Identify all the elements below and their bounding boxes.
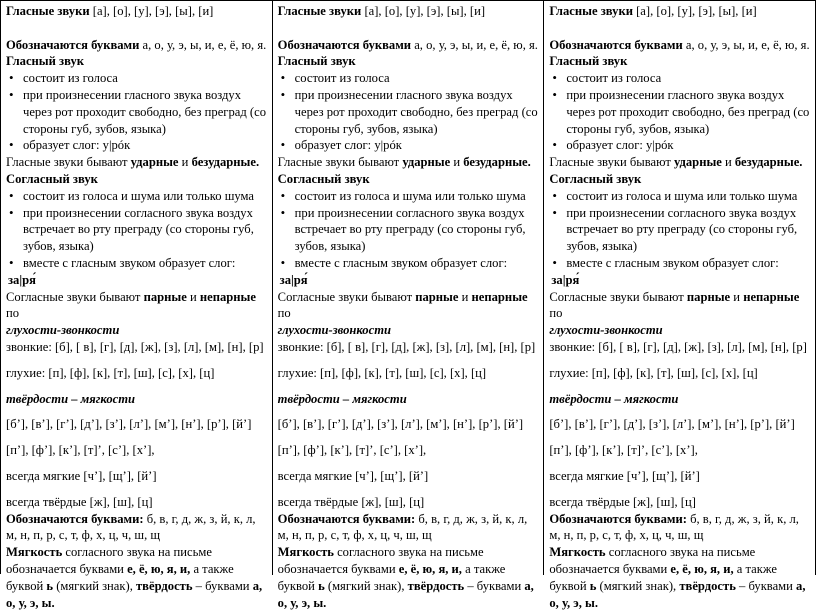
syllable-example [278,272,540,289]
vowels-letters-line [278,37,540,54]
softness-letters: е, ё, ю, я, и, [127,561,191,576]
vowel-types-and: и [450,155,464,170]
consonant-bullet-list [6,188,268,272]
hardness-text: – буквами [735,578,797,593]
list-item: • состоит из голоса [549,70,811,87]
consonant-heading-text: Согласный звук [6,171,98,186]
softness-letters: е, ё, ю, я, и, [670,561,734,576]
spacer [278,433,540,442]
vowel-heading-text: Гласный звук [277,54,356,69]
consonant-heading [549,171,811,188]
spacer [278,20,540,37]
voicing-heading-text: глухости-звонкости [6,323,120,338]
list-item: • при произнесении гласного звука воздух через рот проходит свободно, без преград (со стороны губ, зубов, языка) [6,87,268,137]
memo-column-2 [273,1,545,610]
spacer [549,20,811,37]
soft-paired-1: [б’], [в’], [г’], [д’], [з’], [л’], [м’], [н’], [р’], [й’] [6,417,252,432]
list-item: • состоит из голоса [6,70,268,87]
vowel-types-stressed: ударные [402,155,451,170]
softness-label: Мягкость [277,545,334,560]
spacer [6,20,268,37]
vowels-letters: а, о, у, э, ы, и, е, ё, ю, я. [139,37,267,52]
hardness-letters: а, о, у, э, ы. [6,578,263,610]
hardness-label: твёрдость [679,578,736,593]
consonant-types-pre: Согласные звуки бывают [549,289,687,304]
voicing-heading-text: глухости-звонкости [277,323,391,338]
vowels-sounds: [а], [о], [у], [э], [ы], [и] [632,4,757,18]
soft-sign: ь [46,578,54,593]
vowels-title-line [278,3,540,20]
voiced-consonants: звонкие: [б], [ в], [г], [д], [ж], [з], [л], [м], [н], [р] [549,339,807,354]
vowels-letters-line [6,37,268,54]
soft-paired-1: [б’], [в’], [г’], [д’], [з’], [л’], [м’], [н’], [р’], [й’] [549,417,795,432]
vowels-title: Гласные звуки [277,4,362,18]
softness-text: согласного звука на письме обозначается буквами [277,545,484,576]
vowels-letters-label: Обозначаются буквами [277,37,412,52]
consonant-types-pre: Согласные звуки бывают [277,289,416,304]
vowel-types-unstressed: безударные. [191,155,260,170]
list-item: • при произнесении согласного звука воздух встречает во рту преграду (со стороны губ, зубов, языка) [278,205,540,255]
vowel-types-stressed: ударные [130,155,179,170]
softness-text-2: а также буквой [6,561,234,593]
consonant-letters: б, в, г, д, ж, з, й, к, л, м, н, п, р, с, т, ф, х, ц, ч, ш, щ [277,511,528,543]
soft-paired-1: [б’], [в’], [г’], [д’], [з’], [л’], [м’], [н’], [р’], [й’] [277,417,524,432]
vowels-letters-label: Обозначаются буквами [549,37,683,52]
softness-label: Мягкость [6,545,63,560]
spacer [6,485,268,494]
spacer [278,459,540,468]
list-item: • состоит из голоса и шума или только шума [6,188,268,205]
consonant-types-post: по [6,306,20,321]
always-soft: всегда мягкие [ч’], [щ’], [й’] [6,468,157,483]
consonant-letters-label: Обозначаются буквами: [6,511,144,526]
vowel-heading-text: Гласный звук [549,54,628,69]
vowels-sounds: [а], [о], [у], [э], [ы], [и] [89,4,214,18]
consonant-types-post: по [277,306,291,321]
softness-text: согласного звука на письме обозначается буквами [549,545,756,576]
voicing-heading [549,322,811,339]
consonant-types-unpaired: непарные [471,289,528,304]
soft-paired-2: [п’], [ф’], [к’], [т]’, [с’], [х’], [277,443,427,458]
always-soft: всегда мягкие [ч’], [щ’], [й’] [549,468,700,483]
hardness-heading [6,391,268,408]
memo-column-1 [1,1,273,610]
list-item: • образует слог: у|рóк [549,137,811,154]
vowel-types-stressed: ударные [674,155,722,170]
consonant-types-post: по [549,306,563,321]
list-item: • вместе с гласным звуком образует слог: [278,255,540,272]
consonant-letters-label: Обозначаются буквами: [277,511,416,526]
soft-sign-text: (мягкий знак), [596,578,680,593]
spacer [6,382,268,391]
consonant-heading-text: Согласный звук [549,171,642,186]
consonant-types-and: и [186,289,200,304]
spacer [278,407,540,416]
list-item: • образует слог: у|рóк [278,137,540,154]
spacer [278,485,540,494]
list-item: • при произнесении гласного звука воздух через рот проходит свободно, без преград (со стороны губ, зубов, языка) [549,87,811,137]
vowel-heading-text: Гласный звук [6,54,85,69]
voiced-consonants: звонкие: [б], [ в], [г], [д], [ж], [з], [л], [м], [н], [р] [277,339,536,354]
vowel-types-line [6,154,268,171]
hardness-heading-text: твёрдости – мягкости [549,391,679,406]
syllable-example [6,272,268,289]
soft-paired-2: [п’], [ф’], [к’], [т]’, [с’], [х’], [6,443,155,458]
spacer [6,407,268,416]
hardness-heading-text: твёрдости – мягкости [6,391,136,406]
vowel-types-pre: Гласные звуки бывают [6,155,131,170]
list-item: • состоит из голоса и шума или только шума [549,188,811,205]
soft-sign-text: (мягкий знак), [53,578,136,593]
consonant-heading [278,171,540,188]
softness-letters: е, ё, ю, я, и, [398,561,462,576]
syllable-example-text: за|ря́ [551,272,580,287]
always-hard: всегда твёрдые [ж], [ш], [ц] [549,494,696,509]
soft-paired-2: [п’], [ф’], [к’], [т]’, [с’], [х’], [549,443,698,458]
vowel-bullet-list [6,70,268,154]
consonant-types-line [278,289,540,323]
vowel-heading [549,53,811,70]
vowel-bullet-list [549,70,811,154]
vowels-title-line [6,3,268,20]
consonant-types-and: и [458,289,472,304]
voicing-heading-text: глухости-звонкости [549,323,663,338]
consonant-letters-line [6,511,268,545]
softness-paragraph [6,544,268,611]
softness-text: согласного звука на письме обозначается буквами [6,545,212,576]
vowel-types-pre: Гласные звуки бывают [277,155,403,170]
vowel-types-unstressed: безударные. [463,155,531,170]
hardness-label: твёрдость [407,578,465,593]
vowels-letters: а, о, у, э, ы, и, е, ё, ю, я. [682,37,810,52]
consonant-types-unpaired: непарные [743,289,800,304]
list-item: • образует слог: у|рóк [6,137,268,154]
syllable-example [549,272,811,289]
memo-column-3 [544,1,816,610]
vowel-heading [6,53,268,70]
hardness-heading-text: твёрдости – мягкости [277,391,407,406]
syllable-example-text: за|ря́ [279,272,308,287]
vowel-types-line [278,154,540,171]
softness-paragraph [549,544,811,611]
consonant-types-paired: парные [143,289,187,304]
hardness-letters: а, о, у, э, ы. [549,578,806,610]
hardness-heading [549,391,811,408]
consonant-bullet-list [278,188,540,272]
consonant-types-unpaired: непарные [199,289,256,304]
vowel-types-and: и [721,155,735,170]
list-item: • состоит из голоса и шума или только шума [278,188,540,205]
spacer [549,485,811,494]
voicing-heading [6,322,268,339]
consonant-bullet-list [549,188,811,272]
vowels-title-line [549,3,811,20]
spacer [278,382,540,391]
list-item: • вместе с гласным звуком образует слог: [6,255,268,272]
consonant-letters-line [549,511,811,545]
hardness-label: твёрдость [136,578,193,593]
spacer [6,459,268,468]
consonant-letters-line [278,511,540,545]
hardness-text: – буквами [464,578,525,593]
list-item: • при произнесении гласного звука воздух через рот проходит свободно, без преград (со стороны губ, зубов, языка) [278,87,540,137]
softness-paragraph [278,544,540,611]
voiceless-consonants: глухие: [п], [ф], [к], [т], [ш], [с], [х], [ц] [549,365,758,380]
vowel-types-unstressed: безударные. [734,155,803,170]
spacer [6,356,268,365]
vowels-sounds: [а], [о], [у], [э], [ы], [и] [361,4,486,18]
consonant-types-line [6,289,268,323]
list-item: • при произнесении согласного звука воздух встречает во рту преграду (со стороны губ, зубов, языка) [6,205,268,255]
always-hard: всегда твёрдые [ж], [ш], [ц] [6,494,153,509]
spacer [549,356,811,365]
vowels-letters: а, о, у, э, ы, и, е, ё, ю, я. [411,37,538,52]
voiceless-consonants: глухие: [п], [ф], [к], [т], [ш], [с], [х], [ц] [277,365,487,380]
voiceless-consonants: глухие: [п], [ф], [к], [т], [ш], [с], [х], [ц] [6,365,215,380]
vowel-bullet-list [278,70,540,154]
vowel-types-line [549,154,811,171]
vowel-types-and: и [178,155,192,170]
soft-sign-text: (мягкий знак), [324,578,408,593]
always-hard: всегда твёрдые [ж], [ш], [ц] [277,494,425,509]
consonant-heading-text: Согласный звук [277,171,370,186]
list-item: • вместе с гласным звуком образует слог: [549,255,811,272]
spacer [6,433,268,442]
spacer [549,433,811,442]
soft-sign: ь [589,578,597,593]
softness-label: Мягкость [549,545,606,560]
spacer [549,459,811,468]
always-soft: всегда мягкие [ч’], [щ’], [й’] [277,468,429,483]
hardness-letters: а, о, у, э, ы. [277,578,534,610]
consonant-letters: б, в, г, д, ж, з, й, к, л, м, н, п, р, с, т, ф, х, ц, ч, ш, щ [549,511,799,543]
hardness-text: – буквами [192,578,253,593]
consonant-types-line [549,289,811,323]
vowels-letters-line [549,37,811,54]
spacer [549,407,811,416]
voicing-heading [278,322,540,339]
softness-text-2: а также буквой [277,561,506,593]
consonant-types-pre: Согласные звуки бывают [6,289,144,304]
voiced-consonants: звонкие: [б], [ в], [г], [д], [ж], [з], [л], [м], [н], [р] [6,339,264,354]
softness-text-2: а также буквой [549,561,778,593]
consonant-letters: б, в, г, д, ж, з, й, к, л, м, н, п, р, с, т, ф, х, ц, ч, ш, щ [6,511,256,543]
vowel-types-pre: Гласные звуки бывают [549,155,675,170]
consonant-letters-label: Обозначаются буквами: [549,511,687,526]
list-item: • состоит из голоса [278,70,540,87]
vowel-heading [278,53,540,70]
vowels-letters-label: Обозначаются буквами [6,37,140,52]
hardness-heading [278,391,540,408]
vowels-title: Гласные звуки [549,4,633,18]
spacer [278,356,540,365]
consonant-types-paired: парные [415,289,459,304]
consonant-types-paired: парные [686,289,731,304]
consonant-heading [6,171,268,188]
syllable-example-text: за|ря́ [8,272,36,287]
list-item: • при произнесении согласного звука воздух встречает во рту преграду (со стороны губ, зубов, языка) [549,205,811,255]
consonant-types-and: и [730,289,744,304]
vowels-title: Гласные звуки [6,4,90,18]
spacer [549,382,811,391]
soft-sign: ь [318,578,325,593]
